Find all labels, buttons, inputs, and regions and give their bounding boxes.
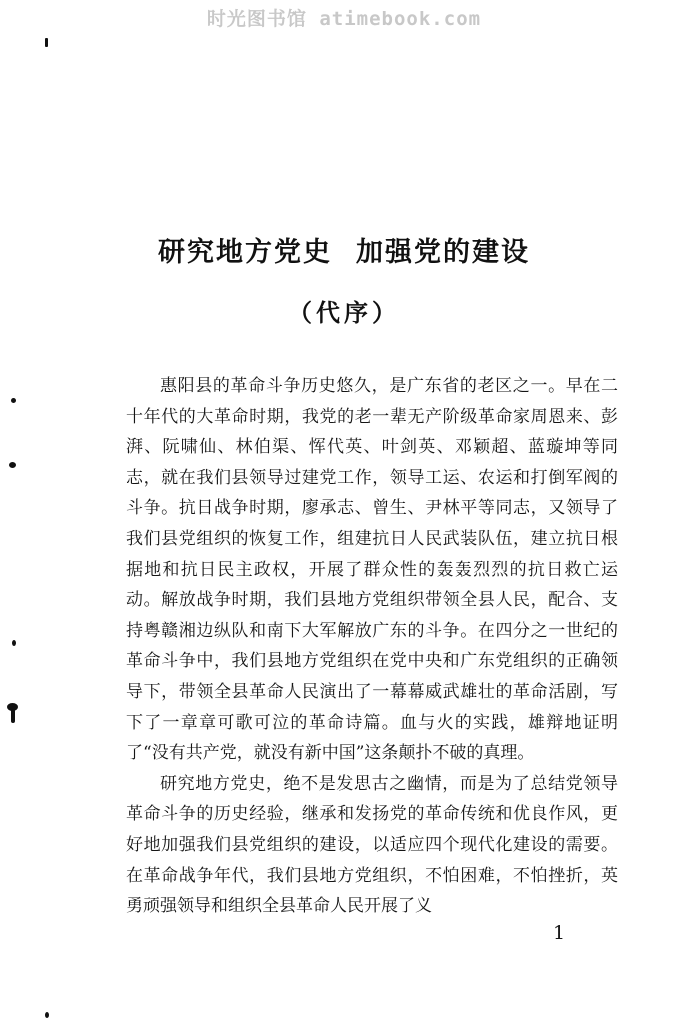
title-part-1: 研究地方党史 [158,237,332,268]
subtitle: （代序） [288,299,400,327]
scan-speck [45,38,48,47]
page-number: 1 [553,922,566,944]
body-text [126,371,618,922]
scan-speck [11,398,16,403]
watermark: 时光图书馆 atimebook.com [206,8,482,30]
paragraph-1: 惠阳县的革命斗争历史悠久，是广东省的老区之一。早在二十年代的大革命时期，我党的老一辈无产阶级革命家周恩来、彭湃、阮啸仙、林伯渠、恽代英、叶剑英、邓颖超、蓝璇坤等同志，就在我们县领导过建党工作，领导工运、农运和打倒军阀的斗争。抗日战争时期，廖承志、曾生、尹林平等同志，又领导了我们县党组织的恢复工作，组建抗日人民武装队伍，建立抗日根据地和抗日民主政权，开展了群众性的轰轰烈烈的抗日救亡运动。解放战争时期，我们县地方党组织带领全县人民，配合、支持粤赣湘边纵队和南下大军解放广东的斗争。在四分之一世纪的革命斗争中，我们县地方党组织在党中央和广东党组织的正确领导下，带领全县革命人民演出了一幕幕威武雄壮的革命活剧，写下了一章章可歌可泣的革命诗篇。血与火的实践，雄辩地证明了“没有共产党，就没有新中国”这条颠扑不破的真理。 [126,376,618,764]
scan-speck [12,640,16,646]
scan-speck [9,462,16,468]
scan-speck [11,709,15,723]
scan-speck [45,1012,49,1018]
paragraph-2: 研究地方党史，绝不是发思古之幽情，而是为了总结党领导革命斗争的历史经验，继承和发扬党的革命传统和优良作风，更好地加强我们县党组织的建设，以适应四个现代化建设的需要。在革命战争年代，我们县地方党组织，不怕困难，不怕挫折，英勇顽强领导和组织全县革命人民开展了义 [126,773,618,917]
title-part-2: 加强党的建设 [356,237,530,268]
page-title [0,230,688,269]
